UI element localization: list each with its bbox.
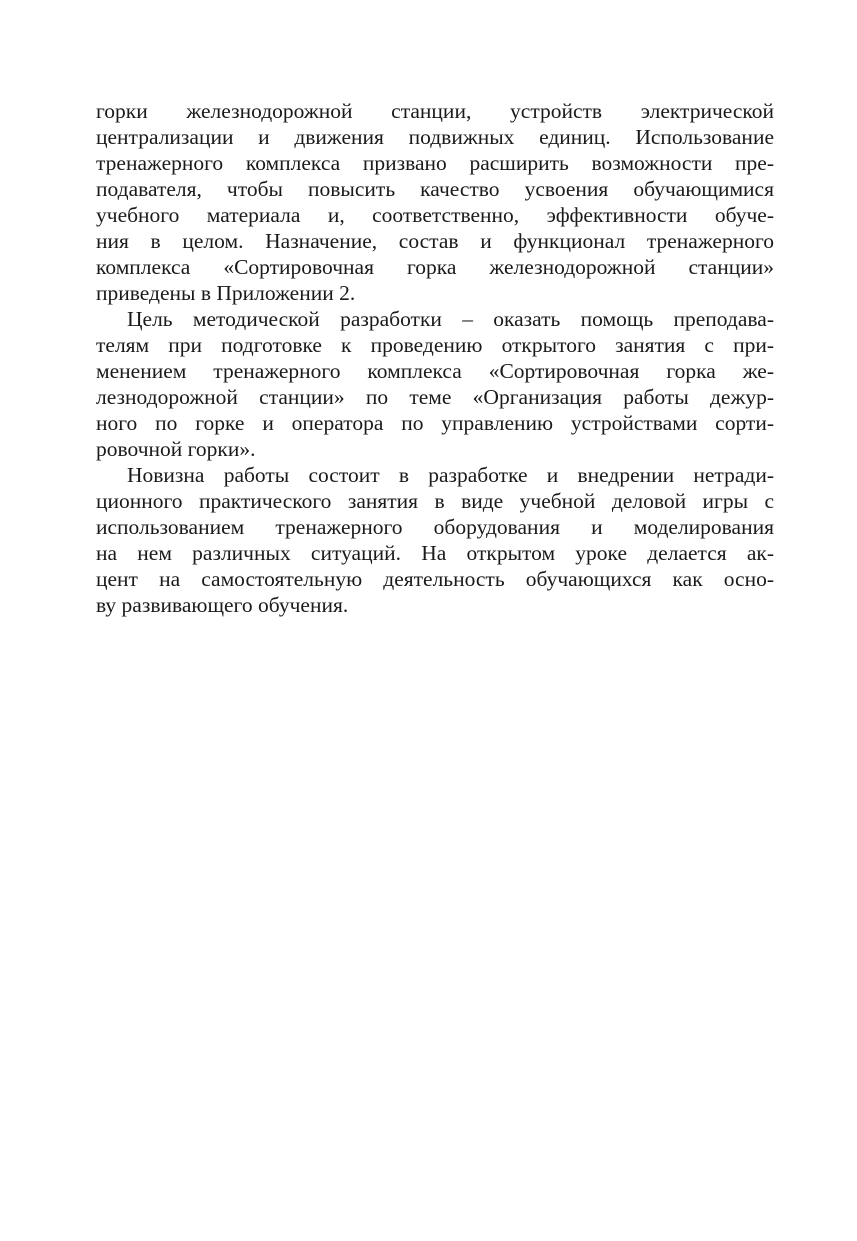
text-line: ния в целом. Назначение, состав и функционал тренажерного [96, 229, 774, 253]
text-line: Цель методической разработки – оказать помощь преподава- [127, 307, 774, 331]
text-line: на нем различных ситуаций. На открытом уроке делается ак- [96, 541, 774, 565]
body-text [96, 98, 774, 618]
text-line: комплекса «Сортировочная горка железнодорожной станции» [96, 255, 774, 279]
paragraph-3 [96, 462, 774, 618]
paragraph-1 [96, 98, 774, 306]
text-line: централизации и движения подвижных единиц. Использование [96, 125, 774, 149]
text-line: ционного практического занятия в виде учебной деловой игры с [96, 489, 774, 513]
text-line: телям при подготовке к проведению открытого занятия с при- [96, 333, 774, 357]
text-line: приведены в Приложении 2. [96, 281, 356, 305]
text-line: учебного материала и, соответственно, эффективности обуче- [96, 203, 774, 227]
text-line: подавателя, чтобы повысить качество усвоения обучающимися [96, 177, 774, 201]
text-line: использованием тренажерного оборудования и моделирования [96, 515, 774, 539]
text-line: Новизна работы состоит в разработке и внедрении нетради- [127, 463, 774, 487]
text-line: ровочной горки». [96, 437, 256, 461]
text-line: ву развивающего обучения. [96, 593, 349, 617]
paragraph-2 [96, 306, 774, 462]
text-line: горки железнодорожной станции, устройств электрической [96, 99, 774, 123]
text-line: ного по горке и оператора по управлению устройствами сорти- [96, 411, 774, 435]
text-line: лезнодорожной станции» по теме «Организация работы дежур- [96, 385, 774, 409]
text-line: тренажерного комплекса призвано расширить возможности пре- [96, 151, 774, 175]
text-line: цент на самостоятельную деятельность обучающихся как осно- [96, 567, 774, 591]
text-line: менением тренажерного комплекса «Сортировочная горка же- [96, 359, 774, 383]
